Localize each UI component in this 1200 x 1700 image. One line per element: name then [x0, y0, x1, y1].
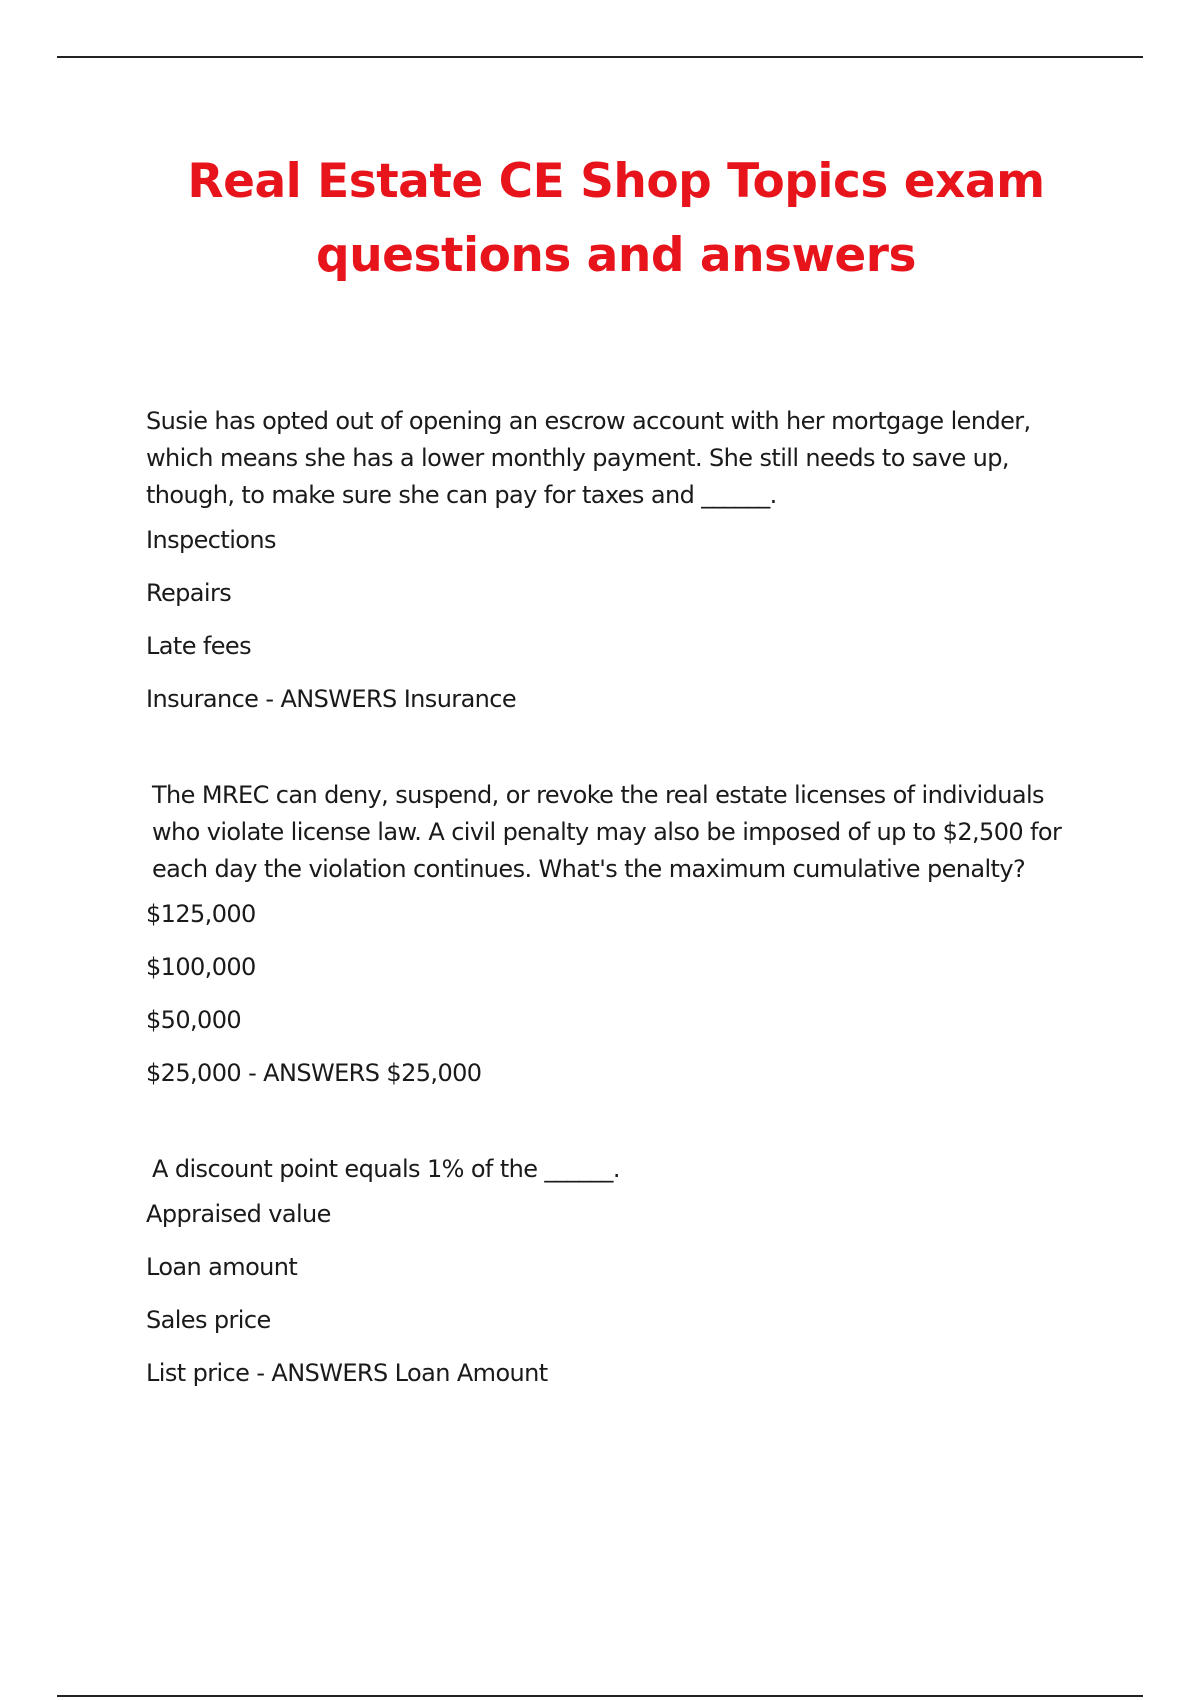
answer-option: Late fees: [146, 632, 251, 660]
answer-option: Appraised value: [146, 1200, 331, 1228]
answer-option: $50,000: [146, 1006, 242, 1034]
answer-option: $125,000: [146, 900, 256, 928]
answer-option: Sales price: [146, 1306, 271, 1334]
answer-option: $100,000: [146, 953, 256, 981]
question-text: Susie has opted out of opening an escrow account with her mortgage lender, which means she has a lower monthly payment. She still needs to save up, though, to make sure she can pay for taxes and ______.: [146, 407, 1031, 509]
answer-option: Loan amount: [146, 1253, 298, 1281]
answer-option: Inspections: [146, 526, 276, 554]
answer-option-with-answer: $25,000 - ANSWERS $25,000: [146, 1059, 482, 1087]
answer-option-with-answer: List price - ANSWERS Loan Amount: [146, 1359, 548, 1387]
question-text: The MREC can deny, suspend, or revoke the real estate licenses of individuals who violate license law. A civil penalty may also be imposed of up to $2,500 for each day the violation continues. What's the maximum cumulative penalty?: [152, 781, 1062, 883]
question-block-1: [146, 403, 1076, 718]
document-title: Real Estate CE Shop Topics exam questions and answers: [187, 154, 1045, 283]
question-list: [146, 403, 1076, 1451]
top-rule: [57, 56, 1143, 58]
question-block-3: [146, 1151, 1076, 1392]
bottom-rule: [57, 1695, 1143, 1697]
question-block-2: [146, 777, 1076, 1092]
question-text: A discount point equals 1% of the ______.: [152, 1155, 620, 1183]
answer-option-with-answer: Insurance - ANSWERS Insurance: [146, 685, 517, 713]
answer-option: Repairs: [146, 579, 232, 607]
